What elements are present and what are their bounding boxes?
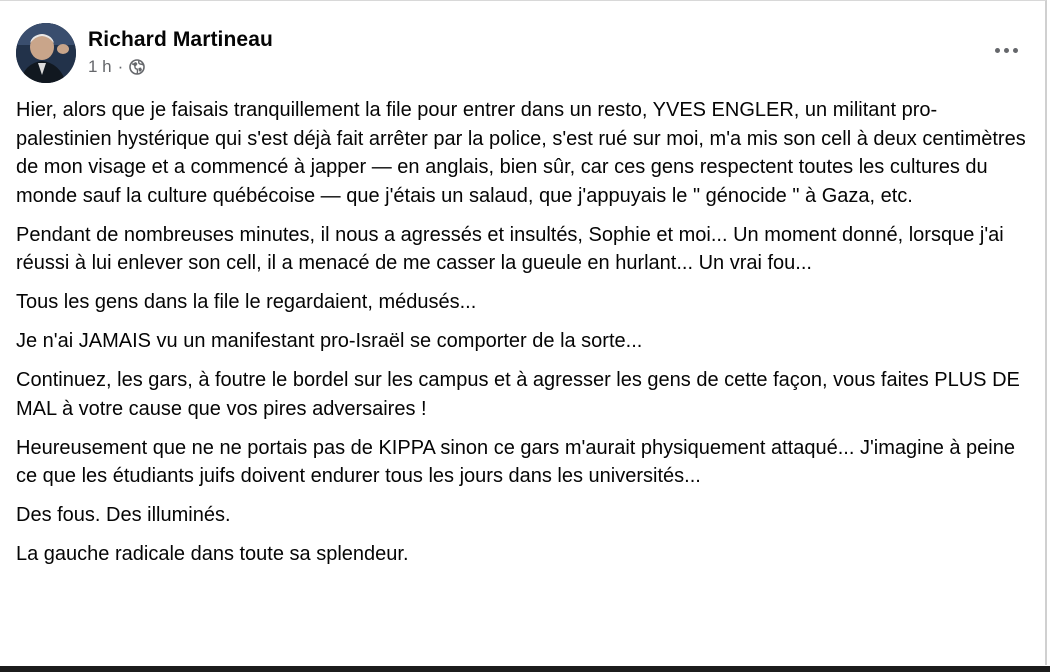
post-paragraph: Pendant de nombreuses minutes, il nous a agressés et insultés, Sophie et moi... Un moment donné, lorsque j'ai réussi à lui enlever son cell, il a menacé de me casser la gueule en hurlant... Un vrai fou...: [16, 223, 1004, 274]
post-content: [16, 96, 1031, 579]
post-paragraph: Hier, alors que je faisais tranquillement la file pour entrer dans un resto, YVES ENGLER, un militant pro-palestinien hystérique qui s'est déjà fait arrêter par la police, s'est rué sur moi, m'a mis son cell à deux centimètres de mon visage et a commencé à japper — en anglais, bien sûr, car ces gens respectent toutes les cultures du monde sauf la culture québécoise — que j'étais un salaud, que j'appuyais le " génocide " à Gaza, etc.: [16, 99, 1026, 207]
bottom-edge: [0, 666, 1050, 672]
post-paragraph: Continuez, les gars, à foutre le bordel sur les campus et à agresser les gens de cette façon, vous faites PLUS DE MAL à votre cause que vos pires adversaires !: [16, 369, 1020, 420]
meta-separator: ·: [117, 57, 124, 76]
post-meta: [88, 57, 145, 77]
post-paragraph: Je n'ai JAMAIS vu un manifestant pro-Israël se comporter de la sorte...: [16, 330, 643, 352]
globe-icon[interactable]: [129, 59, 145, 75]
post-timestamp[interactable]: 1 h: [88, 57, 112, 76]
post-paragraph: Heureusement que ne ne portais pas de KIPPA sinon ce gars m'aurait physiquement attaqué... J'imagine à peine ce que les étudiants juifs doivent endurer tous les jours dans les universités...: [16, 436, 1015, 487]
more-options-icon[interactable]: [986, 35, 1026, 65]
avatar[interactable]: [16, 23, 76, 83]
avatar-photo: [16, 23, 76, 83]
post-header: [16, 23, 1026, 85]
post-paragraph: La gauche radicale dans toute sa splendeur.: [16, 543, 409, 565]
post-paragraph: Des fous. Des illuminés.: [16, 504, 231, 526]
author-name[interactable]: Richard Martineau: [88, 28, 273, 51]
post-paragraph: Tous les gens dans la file le regardaient, médusés...: [16, 291, 477, 313]
